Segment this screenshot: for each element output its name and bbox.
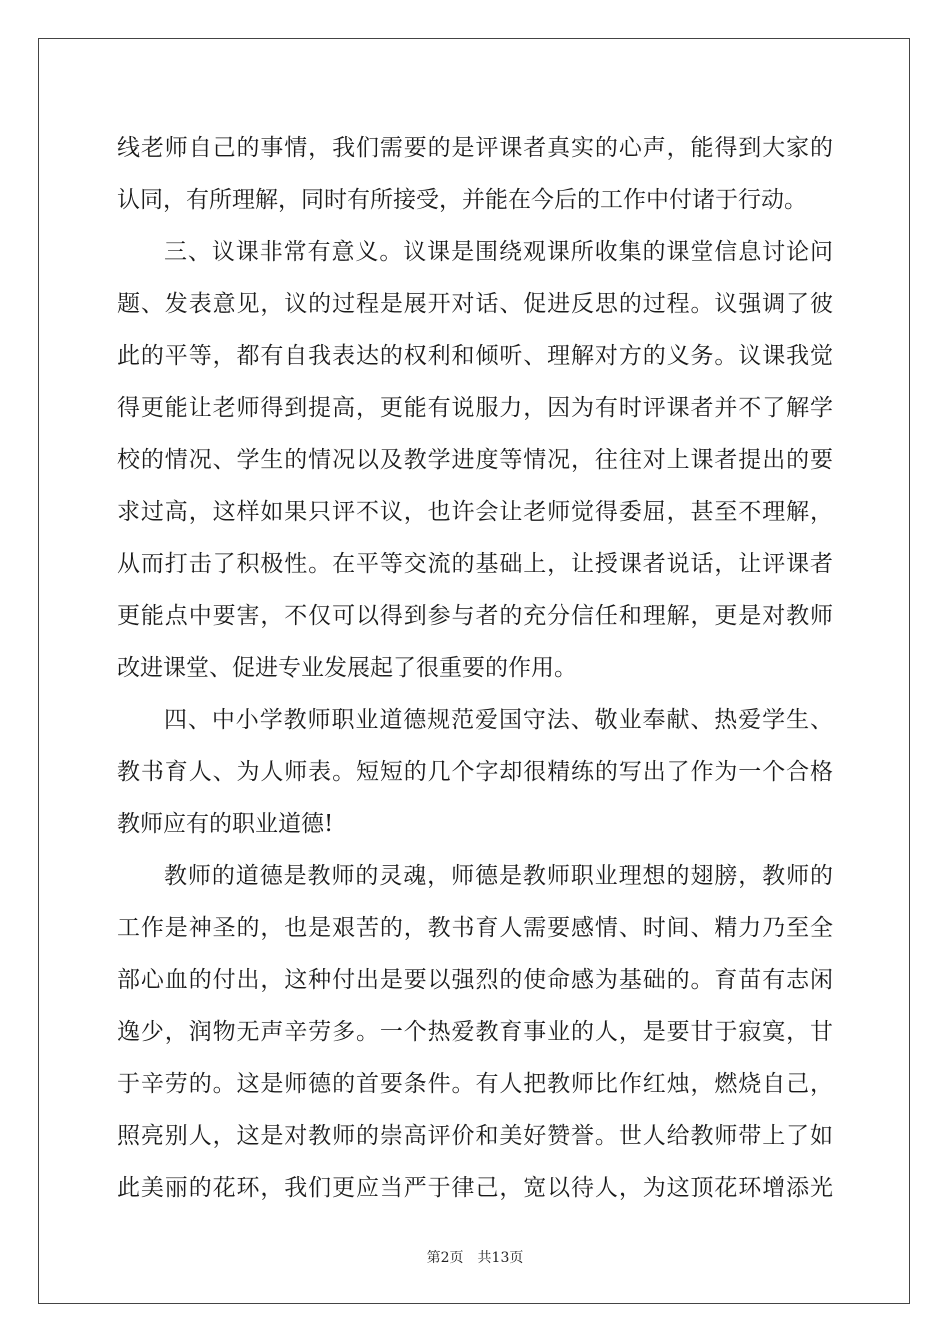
text-line: 教书育人、为人师表。短短的几个字却很精练的写出了作为一个合格 (117, 759, 833, 785)
text-line: 题、发表意见，议的过程是展开对话、促进反思的过程。议强调了彼 (117, 291, 833, 317)
paragraph-start-line: 三、议课非常有意义。议课是围绕观课所收集的课堂信息讨论问 (164, 239, 833, 265)
text-line: 逸少，润物无声辛劳多。一个热爱教育事业的人，是要甘于寂寞，甘 (117, 1019, 833, 1045)
text-line: 求过高，这样如果只评不议，也许会让老师觉得委屈，甚至不理解， (117, 499, 833, 525)
text-line: 校的情况、学生的情况以及教学进度等情况，往往对上课者提出的要 (117, 447, 833, 473)
text-line: 工作是神圣的，也是艰苦的，教书育人需要感情、时间、精力乃至全 (117, 915, 833, 941)
text-line: 教师应有的职业道德! (117, 811, 334, 837)
text-line: 此的平等，都有自我表达的权利和倾听、理解对方的义务。议课我觉 (117, 343, 833, 369)
text-line: 此美丽的花环，我们更应当严于律己，宽以待人，为这顶花环增添光 (117, 1175, 833, 1201)
text-line: 于辛劳的。这是师德的首要条件。有人把教师比作红烛，燃烧自己， (117, 1071, 833, 1097)
text-line: 得更能让老师得到提高，更能有说服力，因为有时评课者并不了解学 (117, 395, 833, 421)
total-pages: 共13页 (477, 1250, 524, 1266)
text-line: 照亮别人，这是对教师的崇高评价和美好赞誉。世人给教师带上了如 (117, 1123, 833, 1149)
text-line: 更能点中要害，不仅可以得到参与者的充分信任和理解，更是对教师 (117, 603, 833, 629)
page-number: 第2页 (426, 1250, 464, 1266)
paragraph-start-line: 四、中小学教师职业道德规范爱国守法、敬业奉献、热爱学生、 (164, 707, 833, 733)
text-line: 认同，有所理解，同时有所接受，并能在今后的工作中付诸于行动。 (117, 187, 807, 213)
text-line: 线老师自己的事情，我们需要的是评课者真实的心声，能得到大家的 (117, 135, 833, 161)
text-line: 改进课堂、促进专业发展起了很重要的作用。 (117, 655, 577, 681)
text-line: 从而打击了积极性。在平等交流的基础上，让授课者说话，让评课者 (117, 551, 833, 577)
paragraph-start-line: 教师的道德是教师的灵魂，师德是教师职业理想的翅膀，教师的 (164, 863, 833, 889)
text-line: 部心血的付出，这种付出是要以强烈的使命感为基础的。育苗有志闲 (117, 967, 833, 993)
page-footer (0, 1248, 950, 1268)
